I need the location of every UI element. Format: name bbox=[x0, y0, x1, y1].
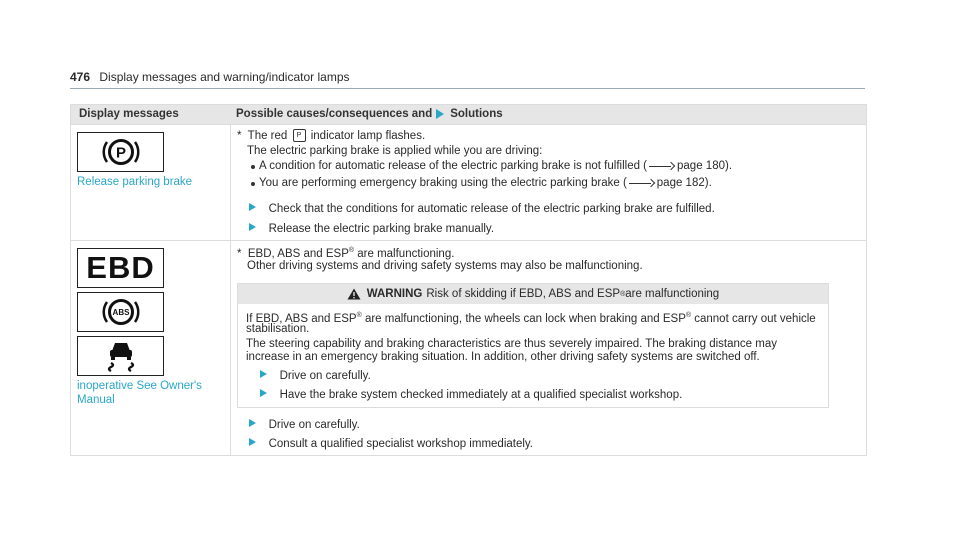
warning-title-end: are malfunctioning bbox=[625, 288, 720, 300]
step-arrow-icon bbox=[249, 223, 257, 232]
warning-step1-text: Drive on carefully. bbox=[279, 370, 371, 382]
esp-lamp bbox=[77, 336, 164, 376]
warning-p1-c: cannot carry out vehicle bbox=[691, 312, 816, 325]
svg-text:P: P bbox=[115, 144, 126, 162]
esp-text-end: are malfunctioning. bbox=[354, 247, 455, 260]
warning-triangle-icon bbox=[347, 288, 361, 300]
abs-icon bbox=[101, 294, 141, 330]
warning-step2-text: Have the brake system checked immediately at a qualified specialist workshop. bbox=[279, 389, 683, 401]
cause-text-a: The red bbox=[247, 130, 288, 142]
page-ref-182[interactable]: page 182 bbox=[656, 177, 705, 189]
skidding-car-icon bbox=[101, 338, 141, 374]
row1-bullet1 bbox=[259, 159, 732, 173]
step1-text: Check that the conditions for automatic release of the electric parking brake are fulfilled. bbox=[268, 203, 715, 215]
table-row bbox=[71, 124, 866, 240]
bullet1-text: A condition for automatic release of the electric parking brake is not fulfilled ( bbox=[259, 160, 648, 172]
col-header-display-messages: Display messages bbox=[79, 108, 179, 120]
parking-brake-lamp bbox=[77, 132, 164, 172]
warning-p1-b: are malfunctioning, the wheels can lock when braking and ESP bbox=[361, 312, 686, 325]
row1-cause-line bbox=[237, 129, 425, 143]
page-title: Display messages and warning/indicator lamps bbox=[99, 70, 350, 84]
warning-p2-line2: increase in an emergency braking situation. In addition, other driving safety systems are switched off. bbox=[246, 351, 760, 363]
row1-step2 bbox=[249, 222, 494, 236]
bullet-dot bbox=[251, 165, 255, 169]
footnote-star: * bbox=[237, 130, 242, 142]
page-ref-arrow-icon bbox=[629, 179, 655, 187]
page-header bbox=[70, 70, 350, 84]
step2-text: Release the electric parking brake manually. bbox=[268, 223, 495, 235]
registered-mark: ® bbox=[348, 247, 355, 254]
abs-lamp-text: ABS bbox=[112, 308, 129, 317]
warning-box bbox=[237, 283, 829, 408]
row1-causes-cell bbox=[231, 125, 866, 240]
warning-header bbox=[238, 284, 828, 304]
row1-message-cell bbox=[71, 125, 231, 240]
page-ref-arrow-icon bbox=[649, 162, 675, 170]
message-inoperative-line2: Manual bbox=[77, 393, 115, 406]
registered-mark: ® bbox=[685, 312, 692, 319]
message-release-parking-brake: Release parking brake bbox=[77, 176, 193, 188]
step-arrow-icon bbox=[260, 389, 268, 398]
row2-step2 bbox=[249, 437, 533, 451]
cause-text-b: indicator lamp flashes. bbox=[310, 130, 426, 142]
step-arrow-icon bbox=[249, 438, 257, 447]
warning-p1-line1 bbox=[246, 309, 816, 326]
row1-bullet2 bbox=[259, 176, 712, 190]
solutions-arrow-icon bbox=[436, 109, 444, 119]
registered-mark: ® bbox=[620, 290, 626, 298]
table-header bbox=[71, 105, 866, 124]
col-header-solutions-label: Solutions bbox=[450, 108, 503, 120]
parking-indicator-icon: P bbox=[293, 129, 306, 142]
row2-step1 bbox=[249, 418, 360, 432]
row2-step2-text: Consult a qualified specialist workshop immediately. bbox=[268, 438, 534, 450]
step-arrow-icon bbox=[249, 419, 257, 428]
table-row bbox=[71, 240, 866, 455]
bullet2-end: ). bbox=[704, 177, 712, 189]
registered-mark: ® bbox=[356, 312, 362, 319]
abs-lamp bbox=[77, 292, 164, 332]
row2-line2: Other driving systems and driving safety systems may also be malfunctioning. bbox=[247, 260, 643, 272]
row2-causes-cell bbox=[231, 241, 866, 455]
footnote-star: * bbox=[237, 247, 242, 260]
bullet2-text: You are performing emergency braking using the electric parking brake ( bbox=[259, 177, 627, 189]
ebd-lamp-text: EBD bbox=[86, 250, 155, 285]
warning-step2 bbox=[260, 388, 682, 402]
ebd-lamp bbox=[77, 248, 164, 288]
parking-brake-p-icon bbox=[101, 134, 141, 170]
row1-step1 bbox=[249, 202, 715, 216]
row2-step1-text: Drive on carefully. bbox=[268, 419, 360, 431]
warning-title: Risk of skidding if EBD, ABS and ESP bbox=[426, 288, 621, 300]
message-inoperative-line1: inoperative See Owner's bbox=[77, 380, 202, 392]
warning-p1-a: If EBD, ABS and ESP bbox=[246, 312, 357, 325]
warning-p1-line2: stabilisation. bbox=[246, 323, 310, 335]
page-ref-180[interactable]: page 180 bbox=[677, 160, 725, 172]
row1-line2: The electric parking brake is applied while you are driving: bbox=[247, 145, 543, 157]
bullet-dot bbox=[251, 182, 255, 186]
warning-p2-line1: The steering capability and braking characteristics are thus severely impaired. The braking distance may bbox=[246, 338, 777, 350]
row2-message-cell bbox=[71, 241, 231, 455]
display-messages-table bbox=[70, 104, 867, 456]
header-rule bbox=[70, 88, 865, 89]
col-header-causes-label: Possible causes/consequences and bbox=[236, 108, 433, 120]
step-arrow-icon bbox=[249, 203, 257, 212]
warning-label: WARNING bbox=[366, 288, 423, 300]
step-arrow-icon bbox=[260, 370, 268, 379]
esp-text: EBD, ABS and ESP bbox=[247, 247, 349, 260]
page-number: 476 bbox=[70, 70, 91, 84]
col-header-causes bbox=[231, 105, 866, 124]
warning-step1 bbox=[260, 369, 371, 383]
bullet1-end: ). bbox=[724, 160, 733, 172]
